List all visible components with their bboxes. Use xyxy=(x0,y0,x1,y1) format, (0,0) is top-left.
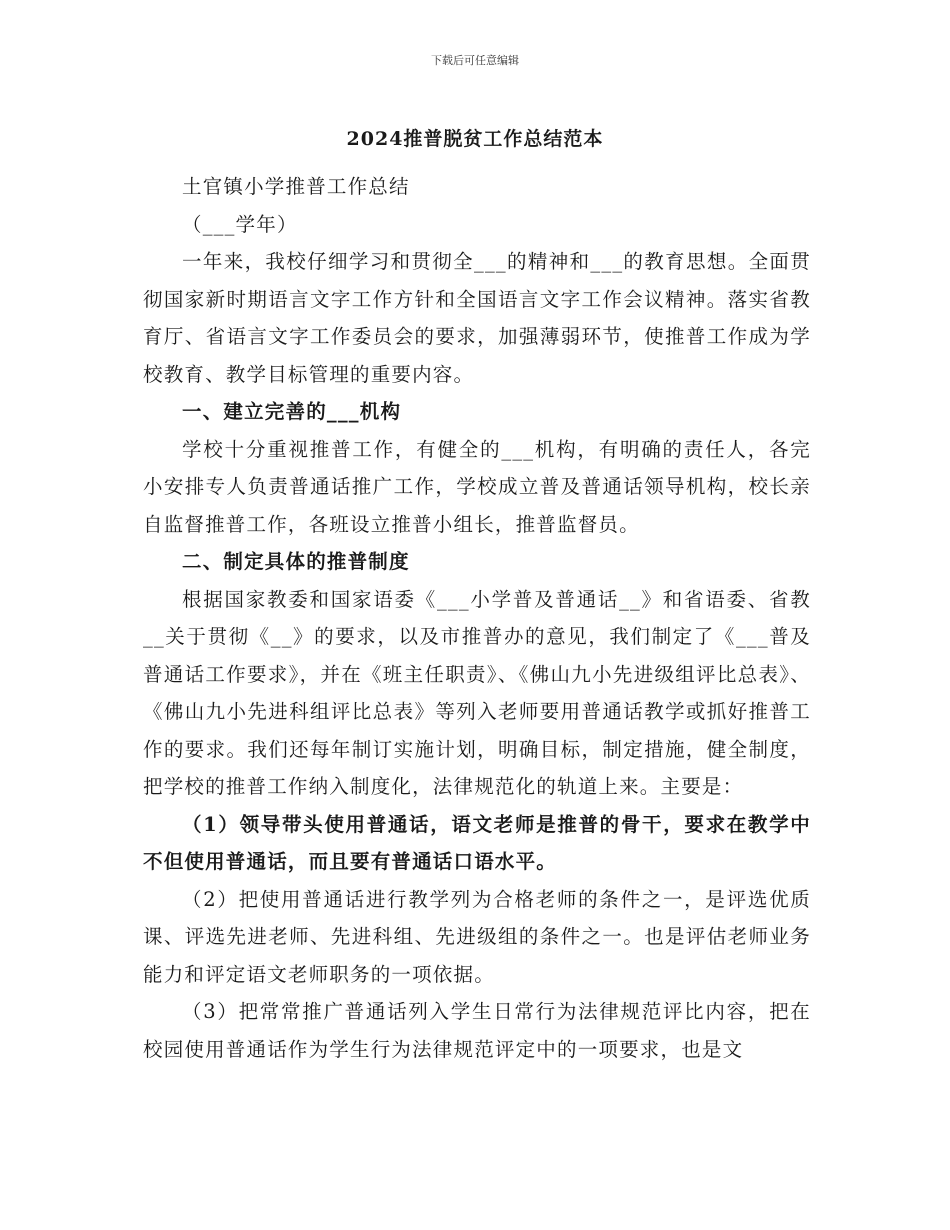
paragraph: （___学年） xyxy=(182,212,298,236)
paragraph: （3）把常常推广普通话列入学生日常行为法律规范评比内容，把在校园使用普通话作为学生行为法律规范评定中的一项要求，也是文 xyxy=(143,1000,811,1061)
document-body xyxy=(143,168,811,1068)
paragraph: （2）把使用普通话进行教学列为合格老师的条件之一，是评选优质课、评选先进老师、先进科组、先进级组的条件之一。也是评估老师业务能力和评定语文老师职务的一项依据。 xyxy=(143,887,811,986)
paragraph: 根据国家教委和国家语委《___小学普及普通话__》和省语委、省教__关于贯彻《__》的要求，以及市推普办的意见，我们制定了《___普及普通话工作要求》，并在《班主任职责》、《佛山九小先进级组评比总表》、《佛山九小先进科组评比总表》等列入老师要用普通话教学或抓好推普工作的要求。我们还每年制订实施计划，明确目标，制定措施，健全制度，把学校的推普工作纳入制度化，法律规范化的轨道上来。主要是： xyxy=(143,587,811,798)
paragraph: （1）领导带头使用普通话，语文老师是推普的骨干，要求在教学中不但使用普通话，而且要有普通话口语水平。 xyxy=(143,812,811,873)
paragraph: 学校十分重视推普工作，有健全的___机构，有明确的责任人，各完小安排专人负责普通话推广工作，学校成立普及普通话领导机构，校长亲自监督推普工作，各班设立推普小组长，推普监督员。 xyxy=(143,437,811,536)
document-title: 2024推普脱贫工作总结范本 xyxy=(346,128,604,150)
section-heading: 一、建立完善的___机构 xyxy=(182,400,402,423)
header-note: 下载后可任意编辑 xyxy=(431,54,519,67)
section-heading: 二、制定具体的推普制度 xyxy=(182,550,410,573)
paragraph: 一年来，我校仔细学习和贯彻全___的精神和___的教育思想。全面贯彻国家新时期语言文字工作方针和全国语言文字工作会议精神。落实省教育厅、省语言文字工作委员会的要求，加强薄弱环节，使推普工作成为学校教育、教学目标管理的重要内容。 xyxy=(143,250,811,386)
paragraph: 土官镇小学推普工作总结 xyxy=(182,175,410,198)
